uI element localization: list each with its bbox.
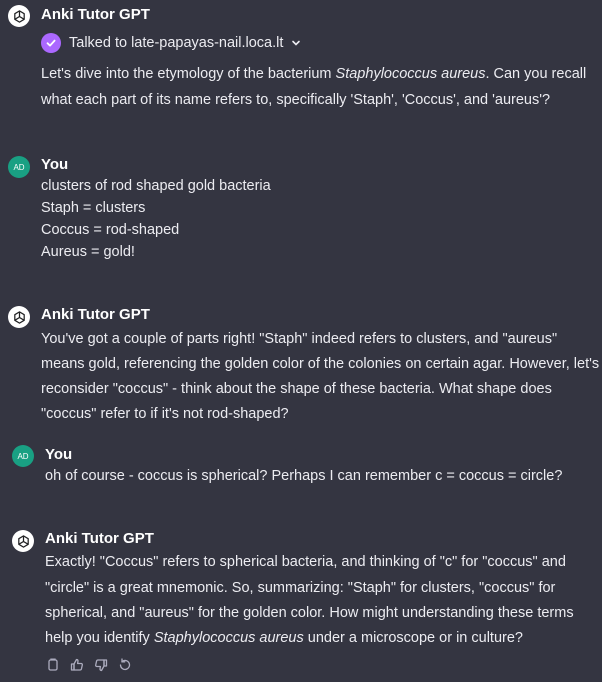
check-icon <box>41 33 61 53</box>
user-avatar: AD <box>12 445 34 467</box>
gpt-avatar <box>8 5 30 27</box>
openai-logo-icon <box>12 9 27 24</box>
species-name: Staphylococcus aureus <box>335 66 486 82</box>
gpt-avatar <box>12 530 34 552</box>
tool-call-label: Talked to late-papayas-nail.loca.lt <box>69 35 284 51</box>
message-line: Let's dive into the etymology of the bacterium Staphylococcus aureus. Can you recall <box>41 66 587 82</box>
openai-logo-icon <box>16 534 31 549</box>
chevron-down-icon <box>291 38 301 48</box>
sender-name: Anki Tutor GPT <box>41 306 150 323</box>
sender-name: Anki Tutor GPT <box>45 530 154 547</box>
thumbs-down-icon[interactable] <box>94 658 108 672</box>
message-line: Aureus = gold! <box>41 244 135 260</box>
sender-name: You <box>41 156 69 173</box>
regenerate-icon[interactable] <box>118 658 132 672</box>
sender-name: Anki Tutor GPT <box>41 6 150 23</box>
message-line: oh of course - coccus is spherical? Perhaps I can remember c = coccus = circle? <box>45 468 563 484</box>
message-line: what each part of its name refers to, specifically 'Staph', 'Coccus', and 'aureus'? <box>41 92 551 108</box>
copy-icon[interactable] <box>46 658 60 672</box>
message-line: Coccus = rod-shaped <box>41 222 180 238</box>
sender-name: You <box>45 446 73 463</box>
message-line: Exactly! "Coccus" refers to spherical bacteria, and thinking of "c" for "coccus" and <box>45 554 566 570</box>
message-line: Staph = clusters <box>41 200 146 216</box>
species-name: Staphylococcus aureus <box>153 630 304 646</box>
openai-logo-icon <box>12 310 27 325</box>
message-line: reconsider "coccus" - think about the shape of these bacteria. What shape does <box>41 381 552 397</box>
message-line: spherical, and "aureus" for the golden color. How might understanding these terms <box>45 605 574 621</box>
message-actions <box>46 658 132 672</box>
message-line: clusters of rod shaped gold bacteria <box>41 178 271 194</box>
thumbs-up-icon[interactable] <box>70 658 84 672</box>
message-line: means gold, referencing the golden color of the colonies on certain agar. However, let's <box>41 356 600 372</box>
message-line: "coccus" refer to if it's not rod-shaped? <box>41 406 289 422</box>
user-avatar: AD <box>8 156 30 178</box>
message-line: You've got a couple of parts right! "Staph" indeed refers to clusters, and "aureus" <box>41 331 558 347</box>
gpt-avatar <box>8 306 30 328</box>
message-line: help you identify Staphylococcus aureus under a microscope or in culture? <box>45 630 523 646</box>
tool-call-indicator[interactable] <box>41 33 301 53</box>
message-line: "circle" is a great mnemonic. So, summarizing: "Staph" for clusters, "coccus" for <box>45 580 556 596</box>
